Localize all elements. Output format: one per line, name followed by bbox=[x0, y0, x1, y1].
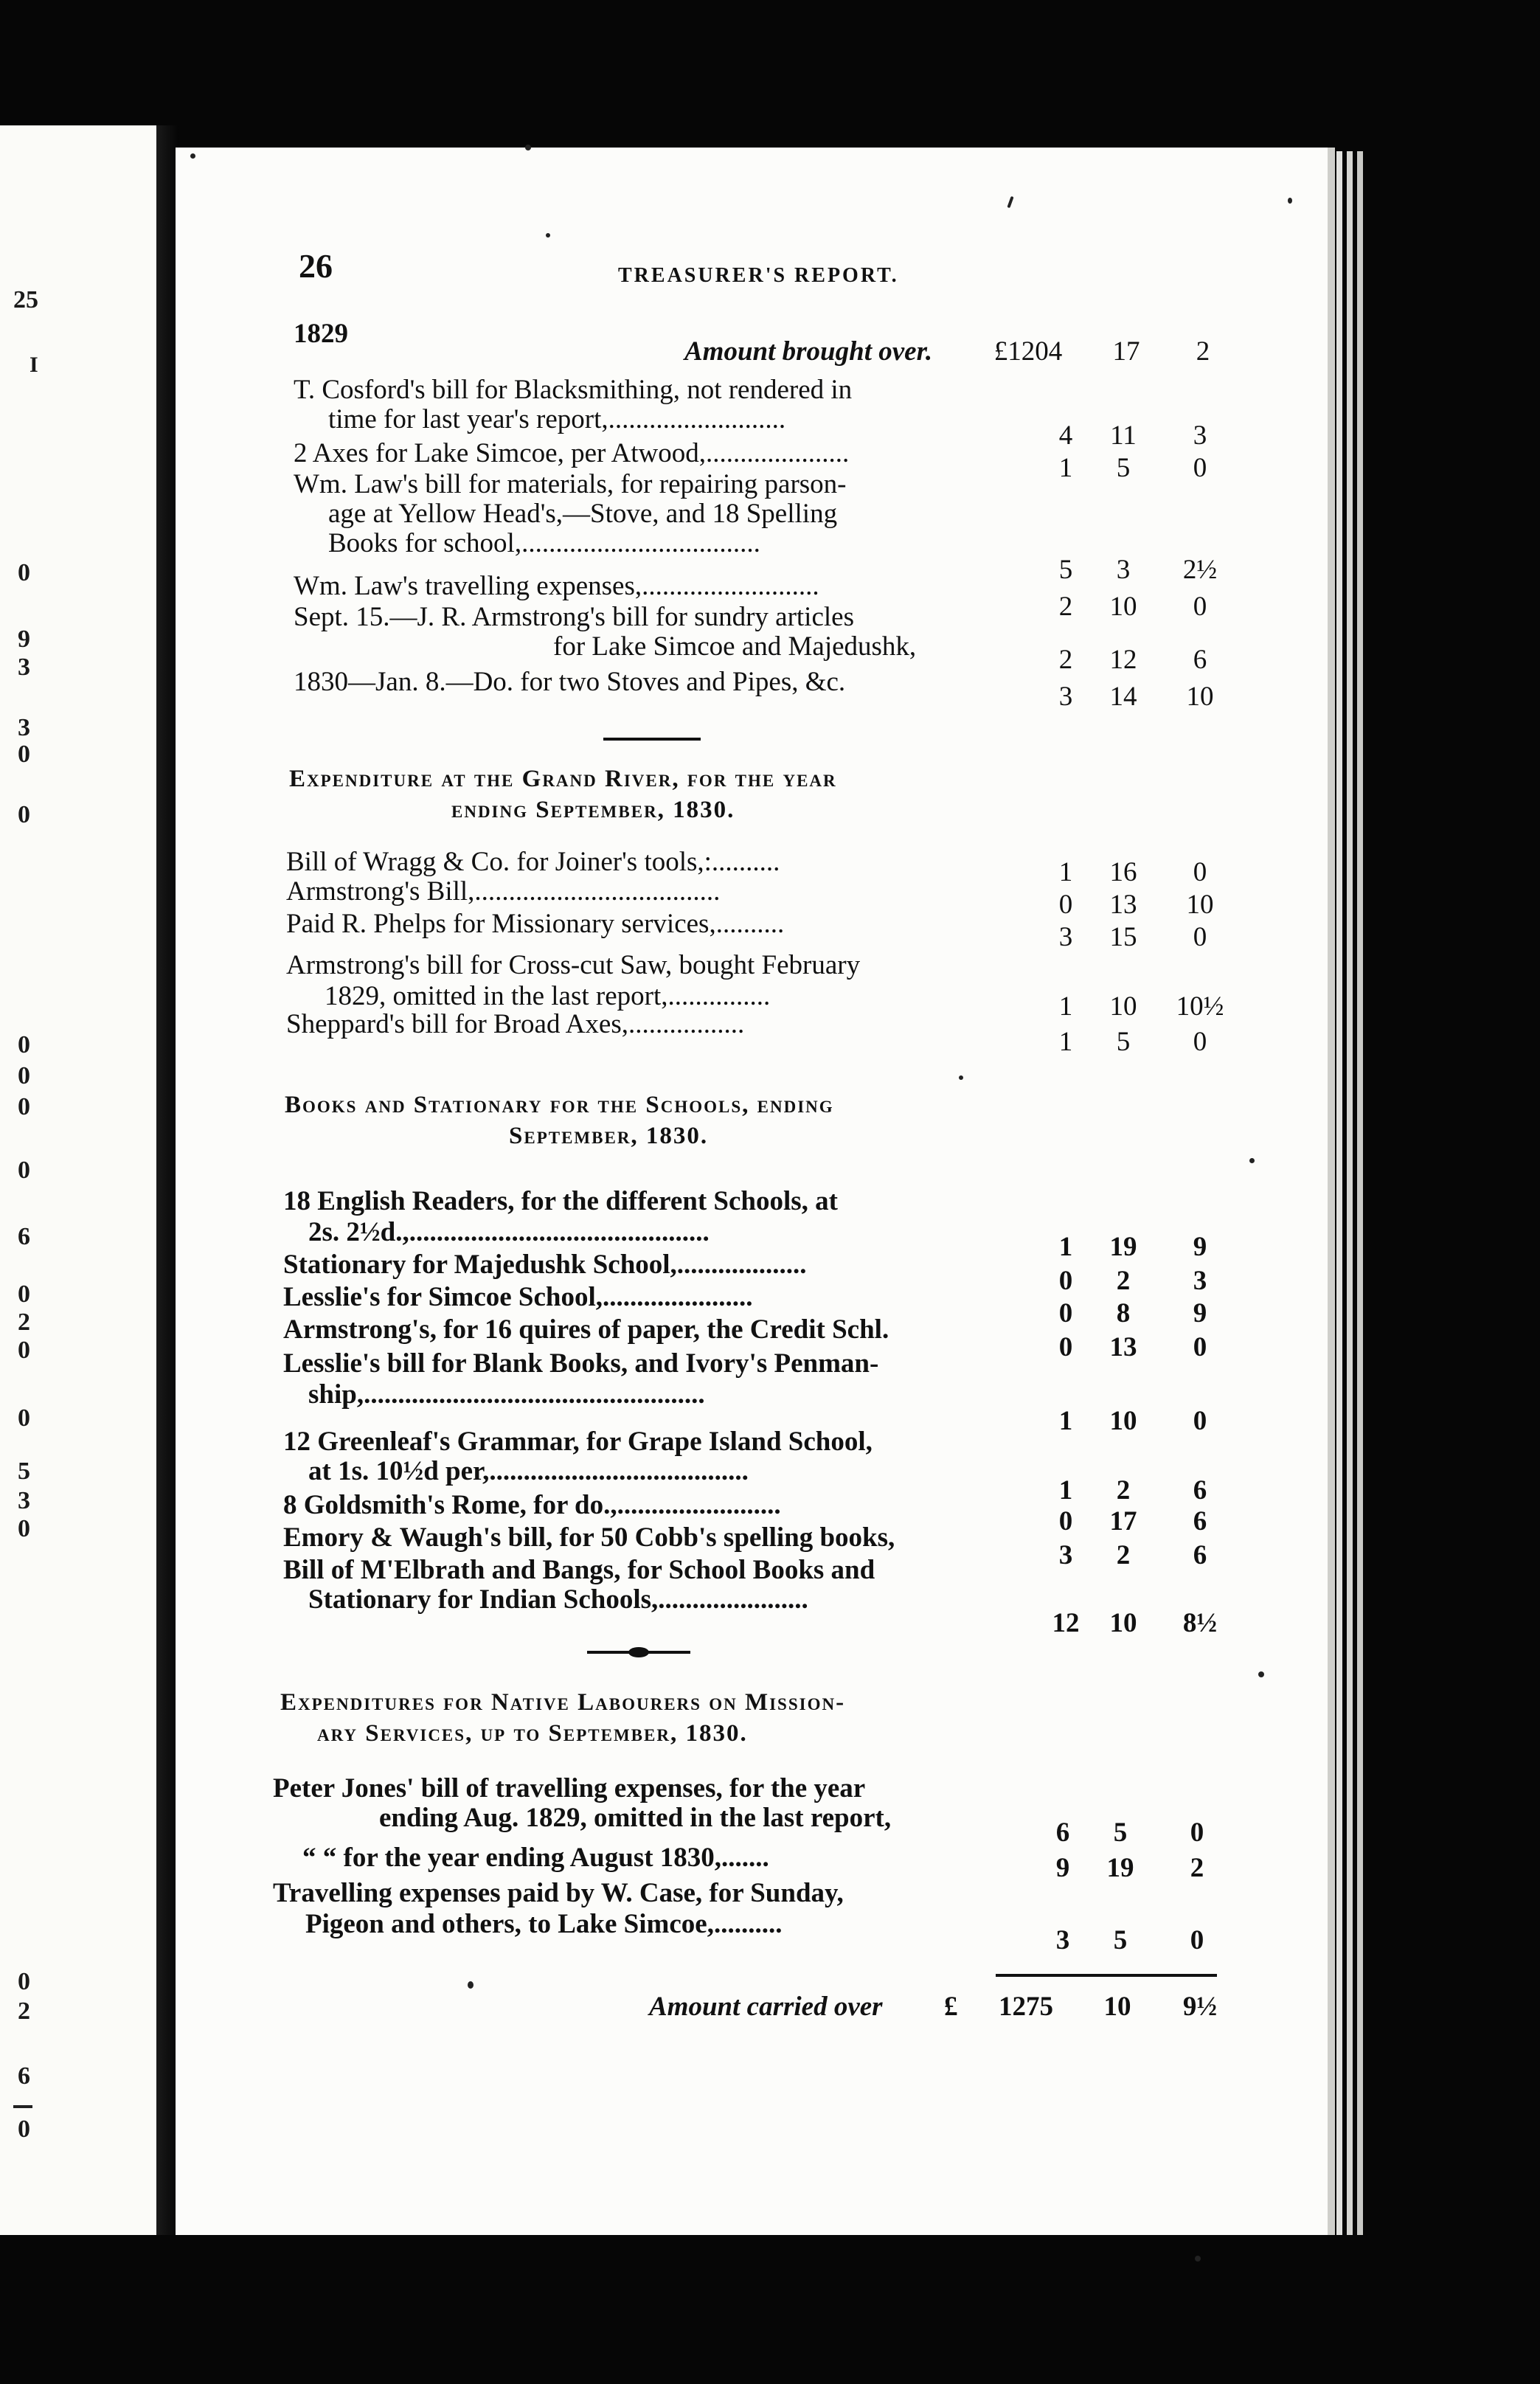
left-margin-digit: 0 bbox=[18, 1337, 30, 1364]
left-margin-digit: 0 bbox=[18, 801, 30, 828]
amount-pence: 2 bbox=[1190, 1853, 1204, 1883]
amount-pence: 0 bbox=[1190, 1818, 1204, 1848]
brought-over-shillings: 17 bbox=[1112, 336, 1140, 367]
entry-line: Lesslie's bill for Blank Books, and Ivory's Penman- bbox=[283, 1348, 879, 1379]
entry-line: 2s. 2½d.,............................................ bbox=[308, 1217, 710, 1247]
amount-pence: 6 bbox=[1193, 1540, 1207, 1570]
entry-line: 12 Greenleaf's Grammar, for Grape Island School, bbox=[283, 1427, 873, 1457]
left-margin-digit: 0 bbox=[18, 1062, 30, 1089]
amount-pence: 6 bbox=[1193, 1506, 1207, 1536]
amount-pence: 10 bbox=[1186, 890, 1214, 920]
amount-pence: 0 bbox=[1193, 922, 1207, 952]
entry-line: Sept. 15.—J. R. Armstrong's bill for sundry articles bbox=[294, 602, 854, 632]
print-speck bbox=[546, 233, 550, 238]
running-title: TREASURER'S REPORT. bbox=[618, 264, 899, 287]
amount-shillings: 13 bbox=[1109, 890, 1137, 920]
left-page-number: 25 bbox=[13, 286, 38, 313]
amount-pounds: 1 bbox=[1058, 991, 1073, 1022]
left-margin-digit: 0 bbox=[18, 1404, 30, 1432]
print-speck bbox=[1249, 1158, 1255, 1163]
amount-shillings: 14 bbox=[1109, 682, 1137, 712]
amount-pence: 0 bbox=[1193, 857, 1207, 887]
amount-pounds: 1 bbox=[1058, 453, 1073, 483]
left-margin-digit: 9 bbox=[18, 626, 30, 653]
amount-shillings: 11 bbox=[1110, 420, 1137, 451]
left-margin-digit: 2 bbox=[18, 1997, 30, 2025]
amount-pounds: 1 bbox=[1058, 1406, 1073, 1436]
section-heading: Expenditures for Native Labourers on Mission- bbox=[280, 1689, 846, 1716]
carried-over-pence: 9½ bbox=[1182, 1992, 1218, 2022]
left-page-fragment bbox=[0, 125, 156, 2235]
amount-pounds: 0 bbox=[1058, 1506, 1073, 1536]
entry-line: Lesslie's for Simcoe School,...................... bbox=[283, 1282, 753, 1312]
amount-pounds: 1 bbox=[1058, 1027, 1073, 1057]
entry-line: Wm. Law's bill for materials, for repairing parson- bbox=[294, 469, 847, 499]
amount-shillings: 16 bbox=[1109, 857, 1137, 887]
total-rule bbox=[996, 1974, 1217, 1977]
amount-shillings: 10 bbox=[1109, 1608, 1137, 1638]
amount-pounds: 1 bbox=[1058, 857, 1073, 887]
entry-line: ending Aug. 1829, omitted in the last report, bbox=[379, 1803, 892, 1833]
amount-pence: 0 bbox=[1193, 1027, 1207, 1057]
left-margin-digit: 0 bbox=[18, 2116, 30, 2143]
amount-shillings: 5 bbox=[1116, 453, 1131, 483]
amount-pence: 0 bbox=[1193, 1332, 1207, 1362]
entry-line: Sheppard's bill for Broad Axes,................. bbox=[286, 1009, 745, 1039]
amount-pence: 6 bbox=[1193, 645, 1207, 675]
print-speck bbox=[190, 153, 195, 159]
amount-pounds: 1 bbox=[1058, 1475, 1073, 1505]
left-margin-digit: 6 bbox=[18, 2062, 30, 2090]
left-margin-digit: 0 bbox=[18, 1968, 30, 1995]
entry-line: ship,.................................................. bbox=[308, 1379, 705, 1410]
amount-pence: 2½ bbox=[1182, 555, 1218, 585]
amount-pence: 3 bbox=[1193, 1266, 1207, 1296]
left-margin-digit: 3 bbox=[18, 654, 30, 681]
entry-line: Bill of Wragg & Co. for Joiner's tools,:.......... bbox=[286, 847, 780, 877]
entry-line: Pigeon and others, to Lake Simcoe,.......... bbox=[305, 1909, 783, 1939]
entry-line: Emory & Waugh's bill, for 50 Cobb's spelling books, bbox=[283, 1522, 895, 1553]
amount-shillings: 3 bbox=[1116, 555, 1131, 585]
amount-pounds: 2 bbox=[1058, 645, 1073, 675]
left-margin-digit: 3 bbox=[18, 1487, 30, 1514]
entry-line: for Lake Simcoe and Majedushk, bbox=[553, 631, 917, 662]
amount-shillings: 19 bbox=[1106, 1853, 1134, 1883]
amount-shillings: 5 bbox=[1113, 1818, 1128, 1848]
amount-shillings: 2 bbox=[1116, 1266, 1131, 1296]
amount-shillings: 15 bbox=[1109, 922, 1137, 952]
entry-line: 8 Goldsmith's Rome, for do.,........................ bbox=[283, 1490, 781, 1520]
entry-line: Armstrong's, for 16 quires of paper, the Credit Schl. bbox=[283, 1314, 889, 1345]
entry-line: 1829, omitted in the last report,............... bbox=[325, 981, 771, 1011]
amount-shillings: 17 bbox=[1109, 1506, 1137, 1536]
left-margin-digit: 0 bbox=[18, 1281, 30, 1308]
amount-pence: 10½ bbox=[1176, 991, 1224, 1022]
print-speck bbox=[468, 1981, 474, 1989]
entry-line: T. Cosford's bill for Blacksmithing, not rendered in bbox=[294, 375, 853, 405]
section-heading: ending September, 1830. bbox=[451, 797, 735, 823]
amount-pounds: 3 bbox=[1058, 682, 1073, 712]
entry-line: Travelling expenses paid by W. Case, for Sunday, bbox=[273, 1878, 844, 1908]
entry-line: Bill of M'Elbrath and Bangs, for School Books and bbox=[283, 1555, 875, 1585]
amount-pounds: 0 bbox=[1058, 1266, 1073, 1296]
amount-pounds: 3 bbox=[1055, 1925, 1070, 1955]
ornament-divider bbox=[587, 1645, 690, 1660]
amount-pounds: 9 bbox=[1055, 1853, 1070, 1883]
amount-pence: 0 bbox=[1193, 1406, 1207, 1436]
brought-over-label: Amount brought over. bbox=[684, 336, 933, 367]
amount-pounds: 1 bbox=[1058, 1232, 1073, 1262]
entry-line: Books for school,................................... bbox=[328, 528, 760, 558]
entry-line: Peter Jones' bill of travelling expenses, for the year bbox=[273, 1773, 866, 1803]
section-heading: Books and Stationary for the Schools, ending bbox=[285, 1092, 834, 1118]
amount-pounds: 3 bbox=[1058, 922, 1073, 952]
section-heading: September, 1830. bbox=[509, 1123, 709, 1149]
amount-shillings: 2 bbox=[1116, 1475, 1131, 1505]
page-edge bbox=[1336, 151, 1342, 2235]
amount-shillings: 10 bbox=[1109, 991, 1137, 1022]
left-margin-digit: 0 bbox=[18, 1157, 30, 1184]
entry-line: 2 Axes for Lake Simcoe, per Atwood,..................... bbox=[294, 438, 850, 468]
left-margin-digit: 0 bbox=[18, 559, 30, 586]
left-margin-digit: 0 bbox=[18, 1031, 30, 1058]
amount-shillings: 12 bbox=[1109, 645, 1137, 675]
page-edge-shadow bbox=[1328, 148, 1335, 2235]
section-heading: Expenditure at the Grand River, for the year bbox=[289, 766, 837, 792]
amount-pounds: 4 bbox=[1058, 420, 1073, 451]
entry-line: “ “ for the year ending August 1830,....... bbox=[302, 1843, 769, 1873]
left-margin-rule bbox=[13, 2105, 32, 2108]
print-speck bbox=[1195, 2256, 1201, 2262]
entry-line: age at Yellow Head's,—Stove, and 18 Spelling bbox=[328, 499, 838, 529]
carried-over-label: Amount carried over bbox=[649, 1992, 883, 2022]
entry-line: Wm. Law's travelling expenses,.......................... bbox=[294, 571, 819, 601]
entry-line: Stationary for Indian Schools,...................... bbox=[308, 1584, 808, 1615]
amount-pounds: 2 bbox=[1058, 592, 1073, 622]
amount-pence: 9 bbox=[1193, 1232, 1207, 1262]
entry-line: time for last year's report,.......................... bbox=[328, 404, 786, 434]
left-margin-digit: 6 bbox=[18, 1223, 30, 1250]
amount-pence: 9 bbox=[1193, 1298, 1207, 1328]
carried-over-pounds: 1275 bbox=[999, 1992, 1053, 2022]
amount-pence: 0 bbox=[1193, 592, 1207, 622]
amount-pence: 0 bbox=[1190, 1925, 1204, 1955]
left-margin-digit: 2 bbox=[18, 1309, 30, 1336]
page-edge bbox=[1357, 151, 1363, 2235]
amount-pounds: 5 bbox=[1058, 555, 1073, 585]
amount-pence: 8½ bbox=[1182, 1608, 1218, 1638]
carried-over-currency: £ bbox=[944, 1992, 958, 2022]
left-margin-digit: 0 bbox=[18, 741, 30, 768]
amount-pounds: 3 bbox=[1058, 1540, 1073, 1570]
page-edge bbox=[1347, 151, 1353, 2235]
entry-line: Armstrong's bill for Cross-cut Saw, bought February bbox=[286, 950, 861, 980]
left-margin-digit: 0 bbox=[18, 1515, 30, 1542]
amount-shillings: 10 bbox=[1109, 1406, 1137, 1436]
print-speck bbox=[959, 1075, 963, 1080]
amount-shillings: 5 bbox=[1113, 1925, 1128, 1955]
amount-shillings: 8 bbox=[1116, 1298, 1131, 1328]
carried-over-shillings: 10 bbox=[1103, 1992, 1131, 2022]
amount-pounds: 12 bbox=[1052, 1608, 1080, 1638]
entry-line: 18 English Readers, for the different Schools, at bbox=[283, 1186, 838, 1216]
entry-line: at 1s. 10½d per,...................................... bbox=[308, 1456, 749, 1486]
left-margin-digit: 3 bbox=[18, 714, 30, 741]
entry-line: Stationary for Majedushk School,................... bbox=[283, 1250, 807, 1280]
amount-pounds: 6 bbox=[1055, 1818, 1070, 1848]
left-margin-mark: I bbox=[30, 353, 38, 377]
year-label: 1829 bbox=[294, 319, 348, 349]
amount-pounds: 0 bbox=[1058, 1298, 1073, 1328]
entry-line: Armstrong's Bill,.................................... bbox=[286, 876, 721, 907]
print-speck bbox=[1258, 1671, 1264, 1677]
amount-shillings: 13 bbox=[1109, 1332, 1137, 1362]
amount-shillings: 2 bbox=[1116, 1540, 1131, 1570]
left-margin-digit: 0 bbox=[18, 1093, 30, 1120]
amount-pence: 3 bbox=[1193, 420, 1207, 451]
amount-shillings: 5 bbox=[1116, 1027, 1131, 1057]
brought-over-pence: 2 bbox=[1196, 336, 1210, 367]
page-number: 26 bbox=[299, 247, 333, 285]
amount-pence: 10 bbox=[1186, 682, 1214, 712]
print-speck bbox=[525, 145, 531, 150]
section-heading: ary Services, up to September, 1830. bbox=[317, 1720, 748, 1747]
amount-pence: 6 bbox=[1193, 1475, 1207, 1505]
section-divider bbox=[603, 738, 701, 741]
amount-shillings: 19 bbox=[1109, 1232, 1137, 1262]
amount-pounds: 0 bbox=[1058, 1332, 1073, 1362]
amount-shillings: 10 bbox=[1109, 592, 1137, 622]
entry-line: 1830—Jan. 8.—Do. for two Stoves and Pipes, &c. bbox=[294, 667, 846, 697]
amount-pence: 0 bbox=[1193, 453, 1207, 483]
print-speck bbox=[1288, 198, 1292, 204]
left-margin-digit: 5 bbox=[18, 1458, 30, 1485]
amount-pounds: 0 bbox=[1058, 890, 1073, 920]
brought-over-pounds: £1204 bbox=[993, 336, 1063, 367]
entry-line: Paid R. Phelps for Missionary services,.......... bbox=[286, 909, 785, 939]
